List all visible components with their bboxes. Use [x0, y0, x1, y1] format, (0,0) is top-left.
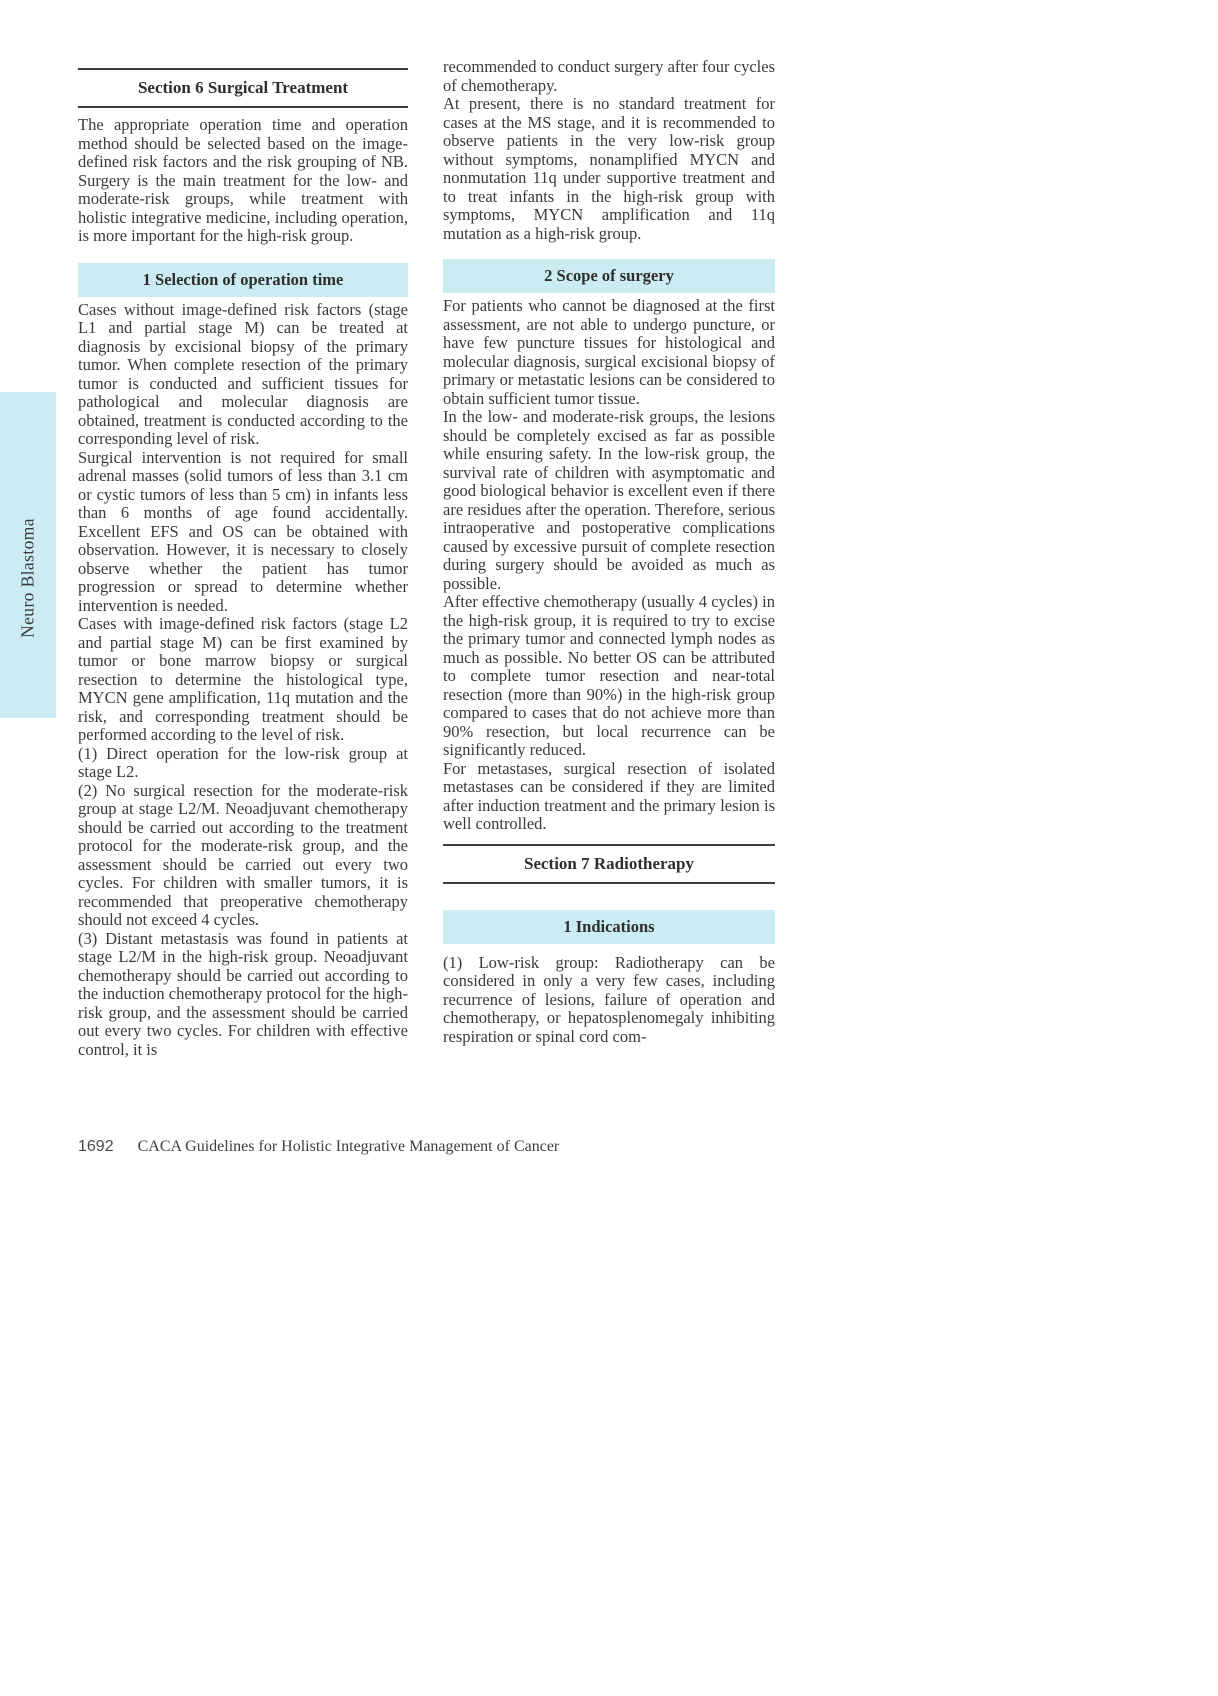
body-paragraph: Cases without image-defined risk factors (stage L1 and partial stage M) can be treated at diagnosis by excisional biopsy of the primary tumor. When complete resection of the primary tumor is conducted and sufficient tissues for pathological and molecular diagnosis are obtained, treatment is conducted according to the corresponding level of risk.: [78, 299, 408, 448]
body-paragraph: (1) Low-risk group: Radiotherapy can be considered in only a very few cases, including recurrence of lesions, failure of operation and chemotherapy, or hepatosplenomegaly inhibiting respiration or spinal cord com-: [443, 952, 775, 1046]
body-paragraph: At present, there is no standard treatment for cases at the MS stage, and it is recommended to observe patients in the very low-risk group without symptoms, nonamplified MYCN and nonmutation 11q under supportive treatment and to treat infants in the high-risk group with symptoms, MYCN amplification and 11q mutation as a high-risk group.: [443, 94, 775, 243]
page-number: 1692: [78, 1138, 114, 1155]
body-paragraph: For metastases, surgical resection of isolated metastases can be considered if they are limited after induction treatment and the primary lesion is well controlled.: [443, 758, 775, 833]
body-paragraph: After effective chemotherapy (usually 4 cycles) in the high-risk group, it is required to try to excise the primary tumor and connected lymph nodes as much as possible. No better OS can be attributed to complete tumor resection and near-total resection (more than 90%) in the high-risk group compared to cases that do not achieve more than 90% resection, but local recurrence can be significantly reduced.: [443, 592, 775, 759]
body-paragraph: Surgical intervention is not required for small adrenal masses (solid tumors of less than 3.1 cm or cystic tumors of less than 5 cm) in infants less than 6 months of age found accidentally. Excellent EFS and OS can be obtained with observation. However, it is necessary to closely observe whether the patient has tumor progression or spread to determine whether intervention is needed.: [78, 447, 408, 615]
body-paragraph: (1) Direct operation for the low-risk group at stage L2.: [78, 743, 408, 781]
page-footer: [78, 1138, 559, 1156]
body-paragraph: (3) Distant metastasis was found in patients at stage L2/M in the high-risk group. Neoadjuvant chemotherapy should be carried out according to the induction chemotherapy protocol for the high-risk group, and the assessment should be carried out every two cycles. For children with effective control, it is: [78, 928, 408, 1059]
body-paragraph: Cases with image-defined risk factors (stage L2 and partial stage M) can be first examined by tumor or bone marrow biopsy or surgical resection to determine the histological type, MYCN gene amplification, 11q mutation and the risk, and corresponding treatment should be performed according to the level of risk.: [78, 614, 408, 744]
subsection-heading-selection-of-operation-time: 1 Selection of operation time: [78, 263, 408, 297]
left-column: [78, 60, 408, 1059]
right-column: [443, 58, 775, 1046]
running-title: CACA Guidelines for Holistic Integrative Management of Cancer: [137, 1138, 560, 1155]
subsection-heading-indications: 1 Indications: [443, 910, 775, 944]
section-6-intro-paragraph: The appropriate operation time and operation method should be selected based on the image-defined risk factors and the risk grouping of NB. Surgery is the main treatment for the low- and moderate-risk groups, while treatment with holistic integrative medicine, including operation, is more important for the high-risk group.: [78, 115, 408, 245]
body-paragraph: For patients who cannot be diagnosed at the first assessment, are not able to undergo puncture, or have few puncture tissues for histological and molecular diagnosis, surgical excisional biopsy of primary or metastatic lesions can be considered to obtain sufficient tumor tissue.: [443, 296, 775, 408]
body-paragraph: (2) No surgical resection for the moderate-risk group at stage L2/M. Neoadjuvant chemotherapy should be carried out according to the treatment protocol for the moderate-risk group, and the assessment should be carried out every two cycles. For children with smaller tumors, it is recommended that preoperative chemotherapy should not exceed 4 cycles.: [78, 780, 408, 929]
body-paragraph: recommended to conduct surgery after four cycles of chemotherapy.: [443, 57, 775, 95]
subsection-heading-scope-of-surgery: 2 Scope of surgery: [443, 259, 775, 293]
body-paragraph: In the low- and moderate-risk groups, the lesions should be completely excised as far as possible while ensuring safety. In the low-risk group, the survival rate of children with asymptomatic and good biological behavior is excellent even if there are residues after the operation. Therefore, serious intraoperative and postoperative complications caused by excessive pursuit of complete resection during surgery should be avoided as much as possible.: [443, 407, 775, 593]
section-7-heading: Section 7 Radiotherapy: [443, 844, 775, 884]
chapter-tab: [0, 392, 56, 718]
chapter-tab-label: Neuro Blastoma: [17, 517, 38, 638]
section-6-heading: Section 6 Surgical Treatment: [78, 68, 408, 108]
